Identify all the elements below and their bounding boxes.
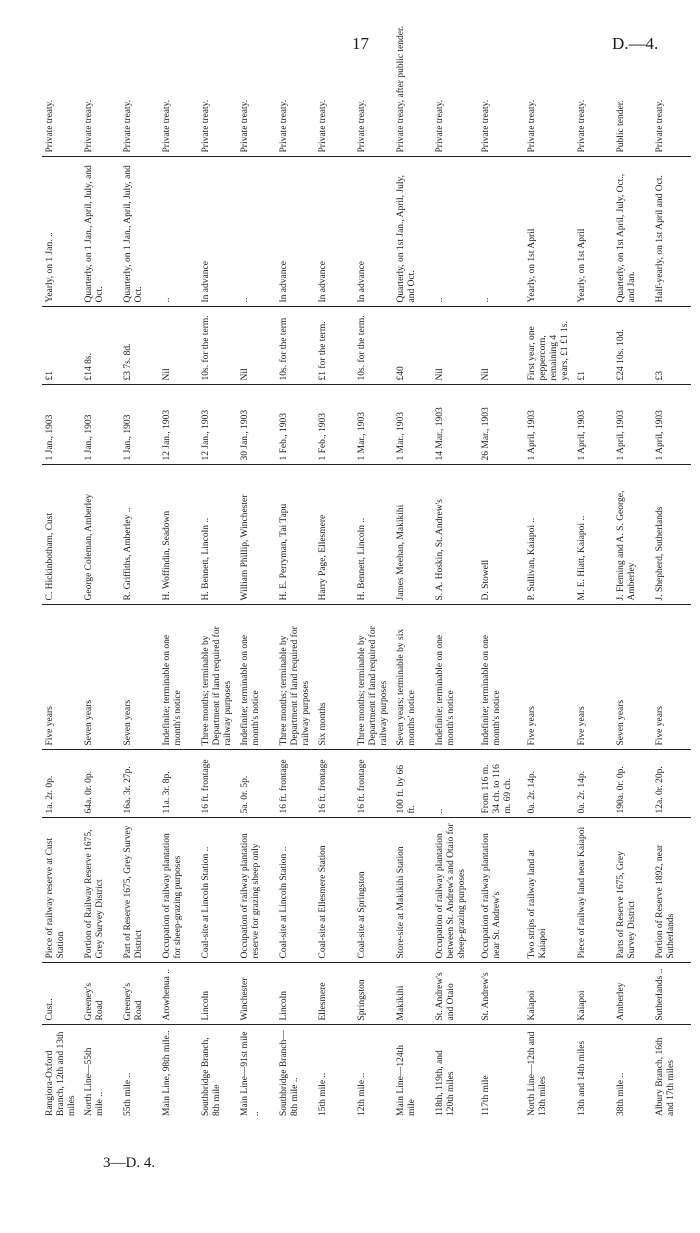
cell-station: Arowhenua ..: [159, 963, 198, 1025]
cell-rent: £1 for the term.: [315, 307, 354, 385]
cell-area: 100 ft. by 66 ft.: [393, 750, 432, 818]
cell-lessee: C. Hickinbotham, Cust: [42, 465, 81, 605]
cell-description: Portion of Reserve 1892, near Sutherlands: [652, 818, 691, 963]
cell-term: Six months: [315, 605, 354, 750]
cell-description: Coal-site at Ellesmere Station: [315, 818, 354, 963]
cell-rent: £3 7s. 8d.: [120, 307, 159, 385]
cell-station: Springston: [354, 963, 393, 1025]
cell-disposal: Private treaty.: [198, 10, 237, 157]
cell-rent: 10s. for the term: [276, 307, 315, 385]
cell-disposal: Public tender.: [613, 10, 652, 157]
cell-payable: In advance: [198, 157, 237, 307]
cell-disposal: Private treaty.: [237, 10, 276, 157]
cell-commencement: 30 Jan., 1903: [237, 385, 276, 465]
cell-area: 16 ft. frontage: [315, 750, 354, 818]
cell-term: Indefinite; terminable on one month's notice: [159, 605, 198, 750]
cell-description: Coal-site at Lincoln Station ..: [198, 818, 237, 963]
cell-term: Three months; terminable by Department if land required for railway purposes: [276, 605, 315, 750]
cell-commencement: 1 April, 1903: [613, 385, 652, 465]
cell-commencement: 1 April, 1903: [652, 385, 691, 465]
cell-station: Lincoln: [276, 963, 315, 1025]
table-row: [478, 10, 524, 1120]
cell-area: 64a. 0r. 0p.: [81, 750, 120, 818]
cell-description: Parts of Reserve 1675, Grey Survey District: [613, 818, 652, 963]
cell-lessee: H. Bennett, Lincoln ..: [198, 465, 237, 605]
cell-station: Makikihi: [393, 963, 432, 1025]
cell-term: Seven years; terminable by six months' notice: [393, 605, 432, 750]
document-reference: D.—4.: [612, 34, 659, 53]
cell-lessee: J. Shepherd, Sutherlands: [652, 465, 691, 605]
cell-term: Five years: [574, 605, 613, 750]
cell-lessee: P. Sullivan, Kaiapoi ..: [524, 465, 574, 605]
table-row: [159, 10, 198, 1120]
cell-payable: ..: [237, 157, 276, 307]
table-row: [393, 10, 432, 1120]
table-row: [198, 10, 237, 1120]
cell-rent: Nil: [432, 307, 478, 385]
cell-term: Indefinite; terminable on one month's notice: [237, 605, 276, 750]
cell-area: 16a. 3r. 27p.: [120, 750, 159, 818]
cell-disposal: Private treaty.: [81, 10, 120, 157]
cell-payable: Yearly, on 1st April: [574, 157, 613, 307]
cell-rent: First year, one peppercorn, remaining 4 years, £1 £1 1s.: [524, 307, 574, 385]
cell-description: Occupation of railway plantation near St. Andrew's: [478, 818, 524, 963]
cell-commencement: 12 Jan., 1903: [159, 385, 198, 465]
cell-rent: £1: [42, 307, 81, 385]
cell-payable: ..: [159, 157, 198, 307]
cell-area: 1a. 2r. 0p.: [42, 750, 81, 818]
cell-disposal: Private treaty.: [652, 10, 691, 157]
cell-disposal: Private treaty.: [478, 10, 524, 157]
cell-description: Occupation of railway plantation reserve for grazing sheep only: [237, 818, 276, 963]
cell-locality: 118th, 119th, and 120th miles: [435, 1050, 456, 1116]
cell-description: Store-site at Makikihi Station: [393, 818, 432, 963]
cell-commencement: 1 Mar., 1903: [393, 385, 432, 465]
table-body: [42, 10, 691, 1120]
cell-term: Seven years: [81, 605, 120, 750]
cell-description: Piece of railway land near Kaiapoi: [574, 818, 613, 963]
cell-description: Portion of Railway Reserve 1675, Grey Survey District: [81, 818, 120, 963]
cell-station: St. Andrew's: [478, 963, 524, 1025]
cell-term: Three months; terminable by Department if land required for railway purposes: [198, 605, 237, 750]
cell-payable: In advance: [315, 157, 354, 307]
cell-term: Seven years: [613, 605, 652, 750]
cell-area: 190a. 0r. 0p.: [613, 750, 652, 818]
table-row: [613, 10, 652, 1120]
cell-lessee: J. Fleming and A. S. George, Amberley: [613, 465, 652, 605]
cell-area: 0a. 2r. 14p.: [574, 750, 613, 818]
table-row: [120, 10, 159, 1120]
cell-area: 16 ft. frontage: [198, 750, 237, 818]
cell-rent: £24 10s. 10d.: [613, 307, 652, 385]
table-row: [574, 10, 613, 1120]
cell-station: Amberley: [613, 963, 652, 1025]
cell-description: Two strips of railway land at Kaiapoi: [524, 818, 574, 963]
cell-locality: Albury Branch, 16th and 17th miles: [654, 1037, 676, 1116]
cell-locality: 38th mile ..: [615, 1072, 626, 1116]
page-footer: 3—D. 4.: [103, 1155, 156, 1171]
rotated-table-block: [42, 10, 692, 1120]
cell-commencement: 1 April, 1903: [524, 385, 574, 465]
cell-payable: ..: [478, 157, 524, 307]
cell-lessee: Harry Page, Ellesmere: [315, 465, 354, 605]
cell-payable: Quarterly, on 1 Jan., April, July, and Oct.: [120, 157, 159, 307]
cell-rent: £3: [652, 307, 691, 385]
cell-lessee: S. A. Hoskin, St. Andrew's: [432, 465, 478, 605]
cell-payable: Quarterly, on 1st April, July, Oct., and Jan.: [613, 157, 652, 307]
cell-commencement: 1 April, 1903: [574, 385, 613, 465]
cell-disposal: Private treaty, after public tender.: [393, 10, 432, 157]
cell-locality: 55th mile ..: [123, 1072, 133, 1116]
cell-disposal: Private treaty.: [354, 10, 393, 157]
cell-term: Three months; terminable by Department if land required for railway purposes: [354, 605, 393, 750]
cell-disposal: Private treaty.: [524, 10, 574, 157]
cell-area: 11a. 3r. 8p.: [159, 750, 198, 818]
cell-lessee: George Coleman, Amberley: [81, 465, 120, 605]
cell-lessee: M. E. Hiatt, Kaiapoi ..: [574, 465, 613, 605]
cell-term: Seven years: [120, 605, 159, 750]
cell-disposal: Private treaty.: [42, 10, 81, 157]
cell-description: Piece of railway reserve at Cust Station: [42, 818, 81, 963]
cell-station: Ellesmere: [315, 963, 354, 1025]
cell-rent: 10s. for the term.: [198, 307, 237, 385]
cell-disposal: Private treaty.: [159, 10, 198, 157]
cell-lessee: H. E. Perryman, Tai Tapu: [276, 465, 315, 605]
cell-station: St. Andrew's and Otaio: [432, 963, 478, 1025]
cell-station: Kaiapoi: [524, 963, 574, 1025]
cell-locality: Southbridge Branch, 8th mile: [201, 1037, 222, 1116]
table-row: [524, 10, 574, 1120]
cell-locality: Main Line—91st mile ..: [240, 1031, 261, 1116]
table-row: [276, 10, 315, 1120]
cell-commencement: 1 Feb., 1903: [315, 385, 354, 465]
cell-locality: North Line—55th mile ..: [84, 1047, 105, 1116]
cell-area: From 116 m. 34 ch. to 116 m. 69 ch.: [478, 750, 524, 818]
table-row: [432, 10, 478, 1120]
cell-locality: 117th mile: [481, 1075, 491, 1116]
cell-payable: Yearly, on 1st April: [524, 157, 574, 307]
cell-payable: Half-yearly, on 1st April and Oct.: [652, 157, 691, 307]
cell-locality: 12th mile ..: [357, 1072, 367, 1116]
cell-term: Five years: [42, 605, 81, 750]
cell-lessee: James Meehan, Makikihi: [393, 465, 432, 605]
table-row: [42, 10, 81, 1120]
cell-lessee: D. Stowell: [478, 465, 524, 605]
page-number: 17: [352, 34, 369, 53]
cell-station: Greeney's Road: [81, 963, 120, 1025]
cell-term: Five years: [524, 605, 574, 750]
cell-locality: 15th mile ..: [318, 1072, 328, 1116]
cell-disposal: Private treaty.: [276, 10, 315, 157]
cell-description: Occupation of railway plantation between St. Andrew's and Otaio for sheep-grazing purposes: [432, 818, 478, 963]
cell-payable: ..: [432, 157, 478, 307]
cell-locality: Main Line, 98th mile..: [162, 1030, 172, 1116]
cell-rent: 10s. for the term.: [354, 307, 393, 385]
cell-lessee: H. Bennett, Lincoln ..: [354, 465, 393, 605]
cell-station: Cust..: [42, 963, 81, 1025]
cell-station: Greeney's Road: [120, 963, 159, 1025]
cell-commencement: 12 Jan., 1903: [198, 385, 237, 465]
cell-commencement: 14 Mar., 1903: [432, 385, 478, 465]
cell-rent: Nil: [237, 307, 276, 385]
cell-rent: £40: [393, 307, 432, 385]
cell-commencement: 1 Jan., 1903: [81, 385, 120, 465]
cell-rent: Nil: [159, 307, 198, 385]
cell-rent: Nil: [478, 307, 524, 385]
cell-station: Kaiapoi: [574, 963, 613, 1025]
cell-description: Occupation of railway plantation for sheep-grazing purposes: [159, 818, 198, 963]
cell-lessee: William Phillip, Winchester: [237, 465, 276, 605]
cell-term: Indefinite; terminable on one month's notice: [478, 605, 524, 750]
lease-table: [42, 10, 691, 1120]
cell-station: Sutherlands ..: [652, 963, 691, 1025]
cell-lessee: H. Woffindin, Seadown: [159, 465, 198, 605]
cell-payable: Quarterly, on 1 Jan., April, July, and Oct.: [81, 157, 120, 307]
cell-disposal: Private treaty.: [574, 10, 613, 157]
cell-area: 5a. 0r. 5p.: [237, 750, 276, 818]
cell-payable: Quarterly, on 1st Jan., April, July, and Oct.: [393, 157, 432, 307]
cell-description: Part of Reserve 1675, Grey Survey District: [120, 818, 159, 963]
cell-disposal: Private treaty.: [432, 10, 478, 157]
cell-area: 12a. 0r. 20p.: [652, 750, 691, 818]
cell-description: Coal-site at Lincoln Station ..: [276, 818, 315, 963]
cell-term: Indefinite; terminable on one month's notice: [432, 605, 478, 750]
cell-commencement: 1 Jan., 1903: [120, 385, 159, 465]
cell-lessee: R. Griffiths, Amberley ..: [120, 465, 159, 605]
cell-rent: £14 8s.: [81, 307, 120, 385]
cell-locality: Rangiora-Oxford Branch, 12th and 13th miles: [45, 1031, 77, 1116]
cell-payable: In advance: [354, 157, 393, 307]
table-row: [354, 10, 393, 1120]
cell-station: Lincoln: [198, 963, 237, 1025]
cell-rent: £1: [574, 307, 613, 385]
cell-area: 16 ft. frontage: [276, 750, 315, 818]
cell-commencement: 1 Mar., 1903: [354, 385, 393, 465]
cell-commencement: 26 Mar., 1903: [478, 385, 524, 465]
cell-locality: Main Line—124th mile: [396, 1045, 417, 1116]
cell-area: ..: [432, 750, 478, 818]
cell-locality: North Line—12th and 13th miles: [527, 1031, 548, 1116]
table-row: [81, 10, 120, 1120]
cell-commencement: 1 Jan., 1903: [42, 385, 81, 465]
cell-station: Winchester: [237, 963, 276, 1025]
cell-description: Coal-site at Springston: [354, 818, 393, 963]
table-row: [652, 10, 691, 1120]
cell-payable: Yearly, on 1 Jan. ..: [42, 157, 81, 307]
cell-payable: In advance: [276, 157, 315, 307]
cell-area: 0a. 2r. 14p.: [524, 750, 574, 818]
cell-term: Five years: [652, 605, 691, 750]
cell-disposal: Private treaty.: [315, 10, 354, 157]
cell-locality: 13th and 14th miles: [576, 1040, 587, 1116]
cell-area: 16 ft. frontage: [354, 750, 393, 818]
cell-locality: Southbridge Branch—8th mile ..: [279, 1030, 300, 1116]
table-row: [315, 10, 354, 1120]
table-row: [237, 10, 276, 1120]
cell-commencement: 1 Feb., 1903: [276, 385, 315, 465]
cell-disposal: Private treaty.: [120, 10, 159, 157]
